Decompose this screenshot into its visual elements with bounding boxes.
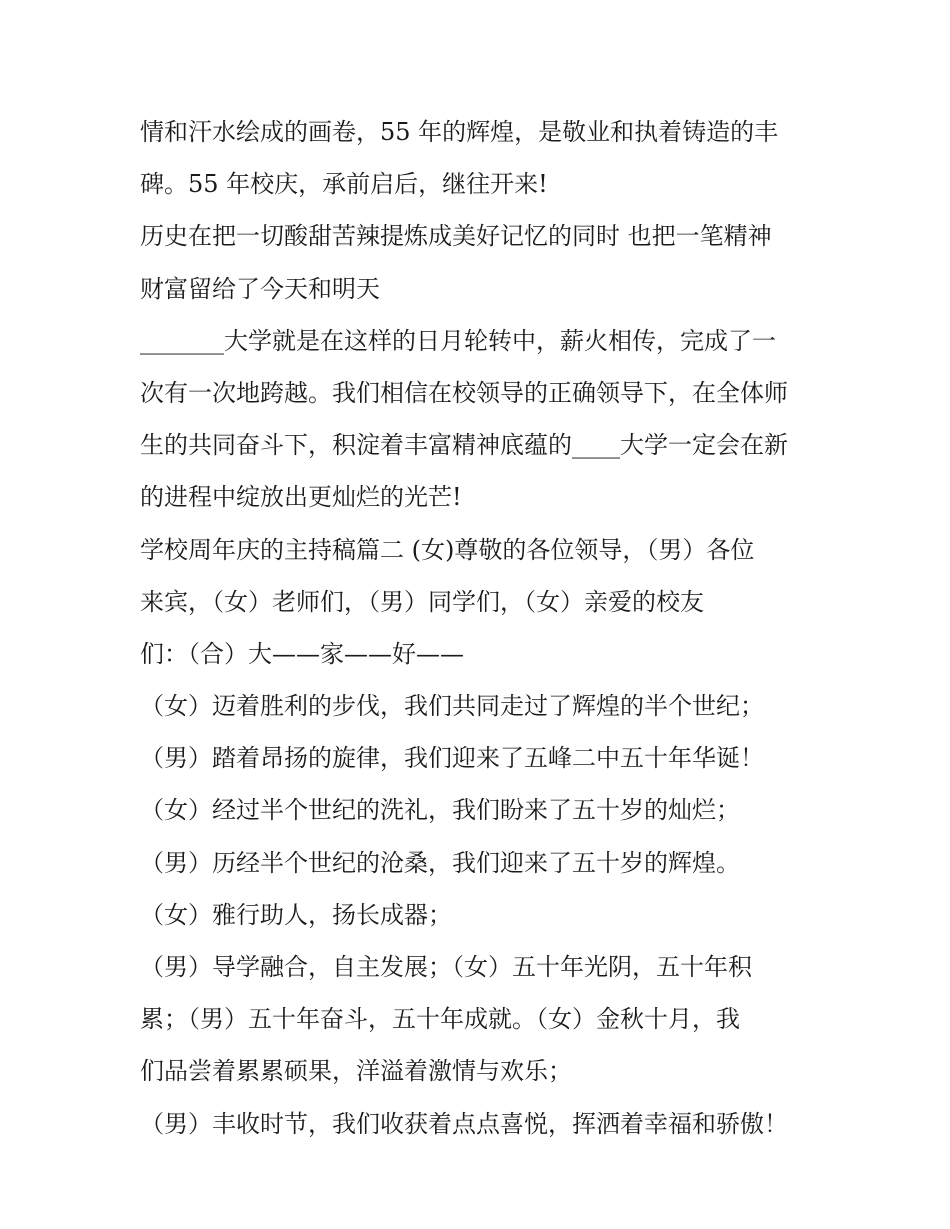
text-line: （男）踏着昂扬的旋律，我们迎来了五峰二中五十年华诞！	[140, 744, 764, 773]
document-body	[140, 106, 820, 1150]
text-line: 们品尝着累累硕果，洋溢着激情与欢乐；	[140, 1057, 572, 1086]
text-line: 历史在把一切酸甜苦辣提炼成美好记忆的同时 也把一笔精神	[140, 222, 772, 251]
text-line: 学校周年庆的主持稿篇二 (女)尊敬的各位领导，（男）各位	[140, 535, 755, 564]
text-line: 情和汗水绘成的画卷，55 年的辉煌，是敬业和执着铸造的丰	[140, 118, 779, 146]
text-line: （男）丰收时节，我们收获着点点喜悦，挥洒着幸福和骄傲！	[140, 1109, 788, 1138]
text-line: 的进程中绽放出更灿烂的光芒!	[140, 483, 462, 512]
text-line: （女）迈着胜利的步伐，我们共同走过了辉煌的半个世纪；	[140, 692, 764, 721]
text-line: 碑。55 年校庆，承前启后，继往开来!	[140, 170, 548, 199]
text-line: （男）历经半个世纪的沧桑，我们迎来了五十岁的辉煌。	[140, 848, 740, 877]
text-line: 财富留给了今天和明天	[140, 274, 380, 303]
text-line: （男）导学融合，自主发展；（女）五十年光阴，五十年积	[140, 953, 752, 981]
text-line: 们：（合）大——家——好——	[140, 639, 464, 668]
text-line: 次有一次地跨越。我们相信在校领导的正确领导下，在全体师	[140, 378, 788, 407]
text-line: 来宾，（女）老师们，（男）同学们，（女）亲爱的校友	[140, 587, 704, 616]
text-line: _______大学就是在这样的日月轮转中，薪火相传，完成了一	[140, 326, 776, 355]
text-line: （女）经过半个世纪的洗礼，我们盼来了五十岁的灿烂；	[140, 796, 740, 825]
text-line: 生的共同奋斗下，积淀着丰富精神底蕴的____大学一定会在新	[140, 431, 788, 460]
text-line: 累；（男）五十年奋斗，五十年成就。（女）金秋十月，我	[140, 1005, 740, 1034]
text-line: （女）雅行助人，扬长成器；	[140, 900, 452, 929]
